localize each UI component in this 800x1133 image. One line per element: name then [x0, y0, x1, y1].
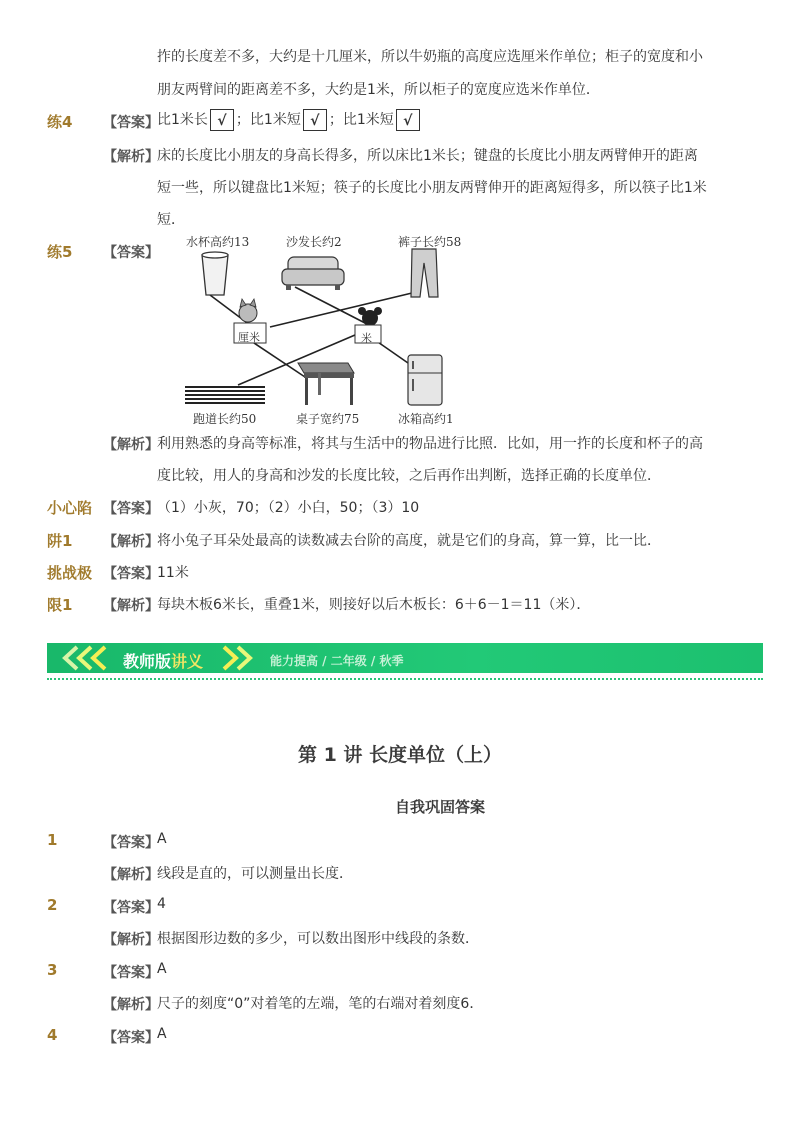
tiaozhanji-label: 挑战极: [47, 564, 93, 582]
lian4-analysis-3: 短．: [157, 212, 185, 228]
item-2-answer: 4: [157, 896, 166, 912]
banner-title-b: 讲义: [171, 652, 204, 671]
item-4-number: 4: [47, 1026, 58, 1044]
lian5-label: 练5: [47, 243, 73, 261]
intro-line-1: 拃的长度差不多，大约是十几厘米，所以牛奶瓶的高度应选厘米作单位；柜子的宽度和小: [157, 49, 703, 65]
banner-subtitle: 能力提高 / 二年级 / 秋季: [270, 654, 404, 668]
lian5-analysis-1: 利用熟悉的身高等标准，将其与生活中的物品进行比照．比如，用一拃的长度和杯子的高: [157, 436, 703, 452]
item-2-analysis-tag: 【解析】: [103, 932, 159, 948]
item-3-analysis-tag: 【解析】: [103, 997, 159, 1013]
jing1-label: 阱1: [47, 532, 73, 550]
section-title: 自我巩固答案: [394, 798, 485, 816]
table-icon: [298, 363, 354, 405]
item-1-answer: A: [157, 831, 167, 847]
pants-icon: [411, 249, 438, 297]
lian4-answer-3: ；比1米短: [328, 112, 394, 128]
matching-diagram: [180, 245, 470, 410]
lian5-analysis-tag: 【解析】: [103, 437, 159, 453]
item-3-analysis: 尺子的刻度“0”对着笔的左端，笔的右端对着刻度6．: [157, 996, 484, 1012]
lian4-answer: [157, 109, 422, 131]
check-mark-box-1: √: [210, 109, 234, 131]
caption-fridge: 冰箱高约1: [398, 412, 454, 426]
xian1-analysis-tag: 【解析】: [103, 598, 159, 614]
xiaoxinxian-answer: （1）小灰，70；（2）小白，50；（3）10: [157, 500, 420, 516]
lian5-answer-tag: 【答案】: [103, 245, 159, 261]
banner-title-a: 教师版: [123, 652, 172, 671]
item-3-answer-tag: 【答案】: [103, 965, 159, 981]
lian4-answer-1: 比1米长: [157, 112, 208, 128]
item-1-answer-tag: 【答案】: [103, 835, 159, 851]
lian4-label: 练4: [47, 113, 73, 131]
jing1-analysis-tag: 【解析】: [103, 534, 159, 550]
item-2-analysis: 根据图形边数的多少，可以数出图形中线段的条数．: [157, 931, 479, 947]
xiaoxinxian-answer-tag: 【答案】: [103, 501, 159, 517]
sign-m: 米: [361, 332, 372, 345]
item-3-answer: A: [157, 961, 167, 977]
lian4-analysis-tag: 【解析】: [103, 149, 159, 165]
lian4-analysis-1: 床的长度比小朋友的身高长得多，所以床比1米长；键盘的长度比小朋友两臂伸开的距离: [157, 148, 698, 164]
sofa-icon: [282, 257, 344, 290]
banner-title: [123, 649, 203, 672]
sign-cm: 厘米: [238, 331, 260, 344]
dotted-divider: [47, 678, 763, 680]
lian4-analysis-2: 短一些，所以键盘比1米短；筷子的长度比小朋友两臂伸开的距离短得多，所以筷子比1米: [157, 180, 707, 196]
item-1-number: 1: [47, 831, 58, 849]
caption-cup: 水杯高约13: [186, 235, 250, 249]
item-2-number: 2: [47, 896, 58, 914]
lecture-title: 第 1 讲 长度单位（上）: [297, 744, 503, 766]
tiaozhanji-answer: 11米: [157, 565, 189, 581]
xiaoxinxian-label: 小心陷: [47, 499, 93, 517]
item-3-number: 3: [47, 961, 58, 979]
xian1-label: 限1: [47, 596, 73, 614]
lian4-answer-2: ；比1米短: [235, 112, 301, 128]
check-mark-box-3: √: [396, 109, 420, 131]
chevrons-right-icon: [218, 645, 262, 671]
item-1-analysis: 线段是直的，可以测量出长度．: [157, 866, 353, 882]
item-4-answer-tag: 【答案】: [103, 1030, 159, 1046]
caption-track: 跑道长约50: [193, 412, 257, 426]
item-2-answer-tag: 【答案】: [103, 900, 159, 916]
line-sofa-m: [295, 287, 365, 323]
line-pants-cm: [270, 293, 412, 327]
cup-icon: [202, 252, 228, 295]
lian4-answer-tag: 【答案】: [103, 115, 159, 131]
item-1-analysis-tag: 【解析】: [103, 867, 159, 883]
tiaozhanji-answer-tag: 【答案】: [103, 566, 159, 582]
jing1-analysis: 将小兔子耳朵处最高的读数减去台阶的高度，就是它们的身高，算一算，比一比．: [157, 533, 661, 549]
fridge-icon: [408, 355, 442, 405]
lian5-analysis-2: 度比较，用人的身高和沙发的长度比较，之后再作出判断，选择正确的长度单位．: [157, 468, 661, 484]
track-icon: [185, 387, 265, 403]
chevrons-left-icon: [55, 645, 115, 671]
xian1-analysis: 每块木板6米长，重叠1米，则接好以后木板长：6＋6－1＝11（米）．: [157, 597, 591, 613]
caption-pants: 裤子长约58: [398, 235, 462, 249]
intro-line-2: 朋友两臂间的距离差不多，大约是1米，所以柜子的宽度应选米作单位．: [157, 82, 600, 98]
caption-table: 桌子宽约75: [296, 412, 360, 426]
check-mark-box-2: √: [303, 109, 327, 131]
caption-sofa: 沙发长约2: [286, 235, 342, 249]
item-4-answer: A: [157, 1026, 167, 1042]
